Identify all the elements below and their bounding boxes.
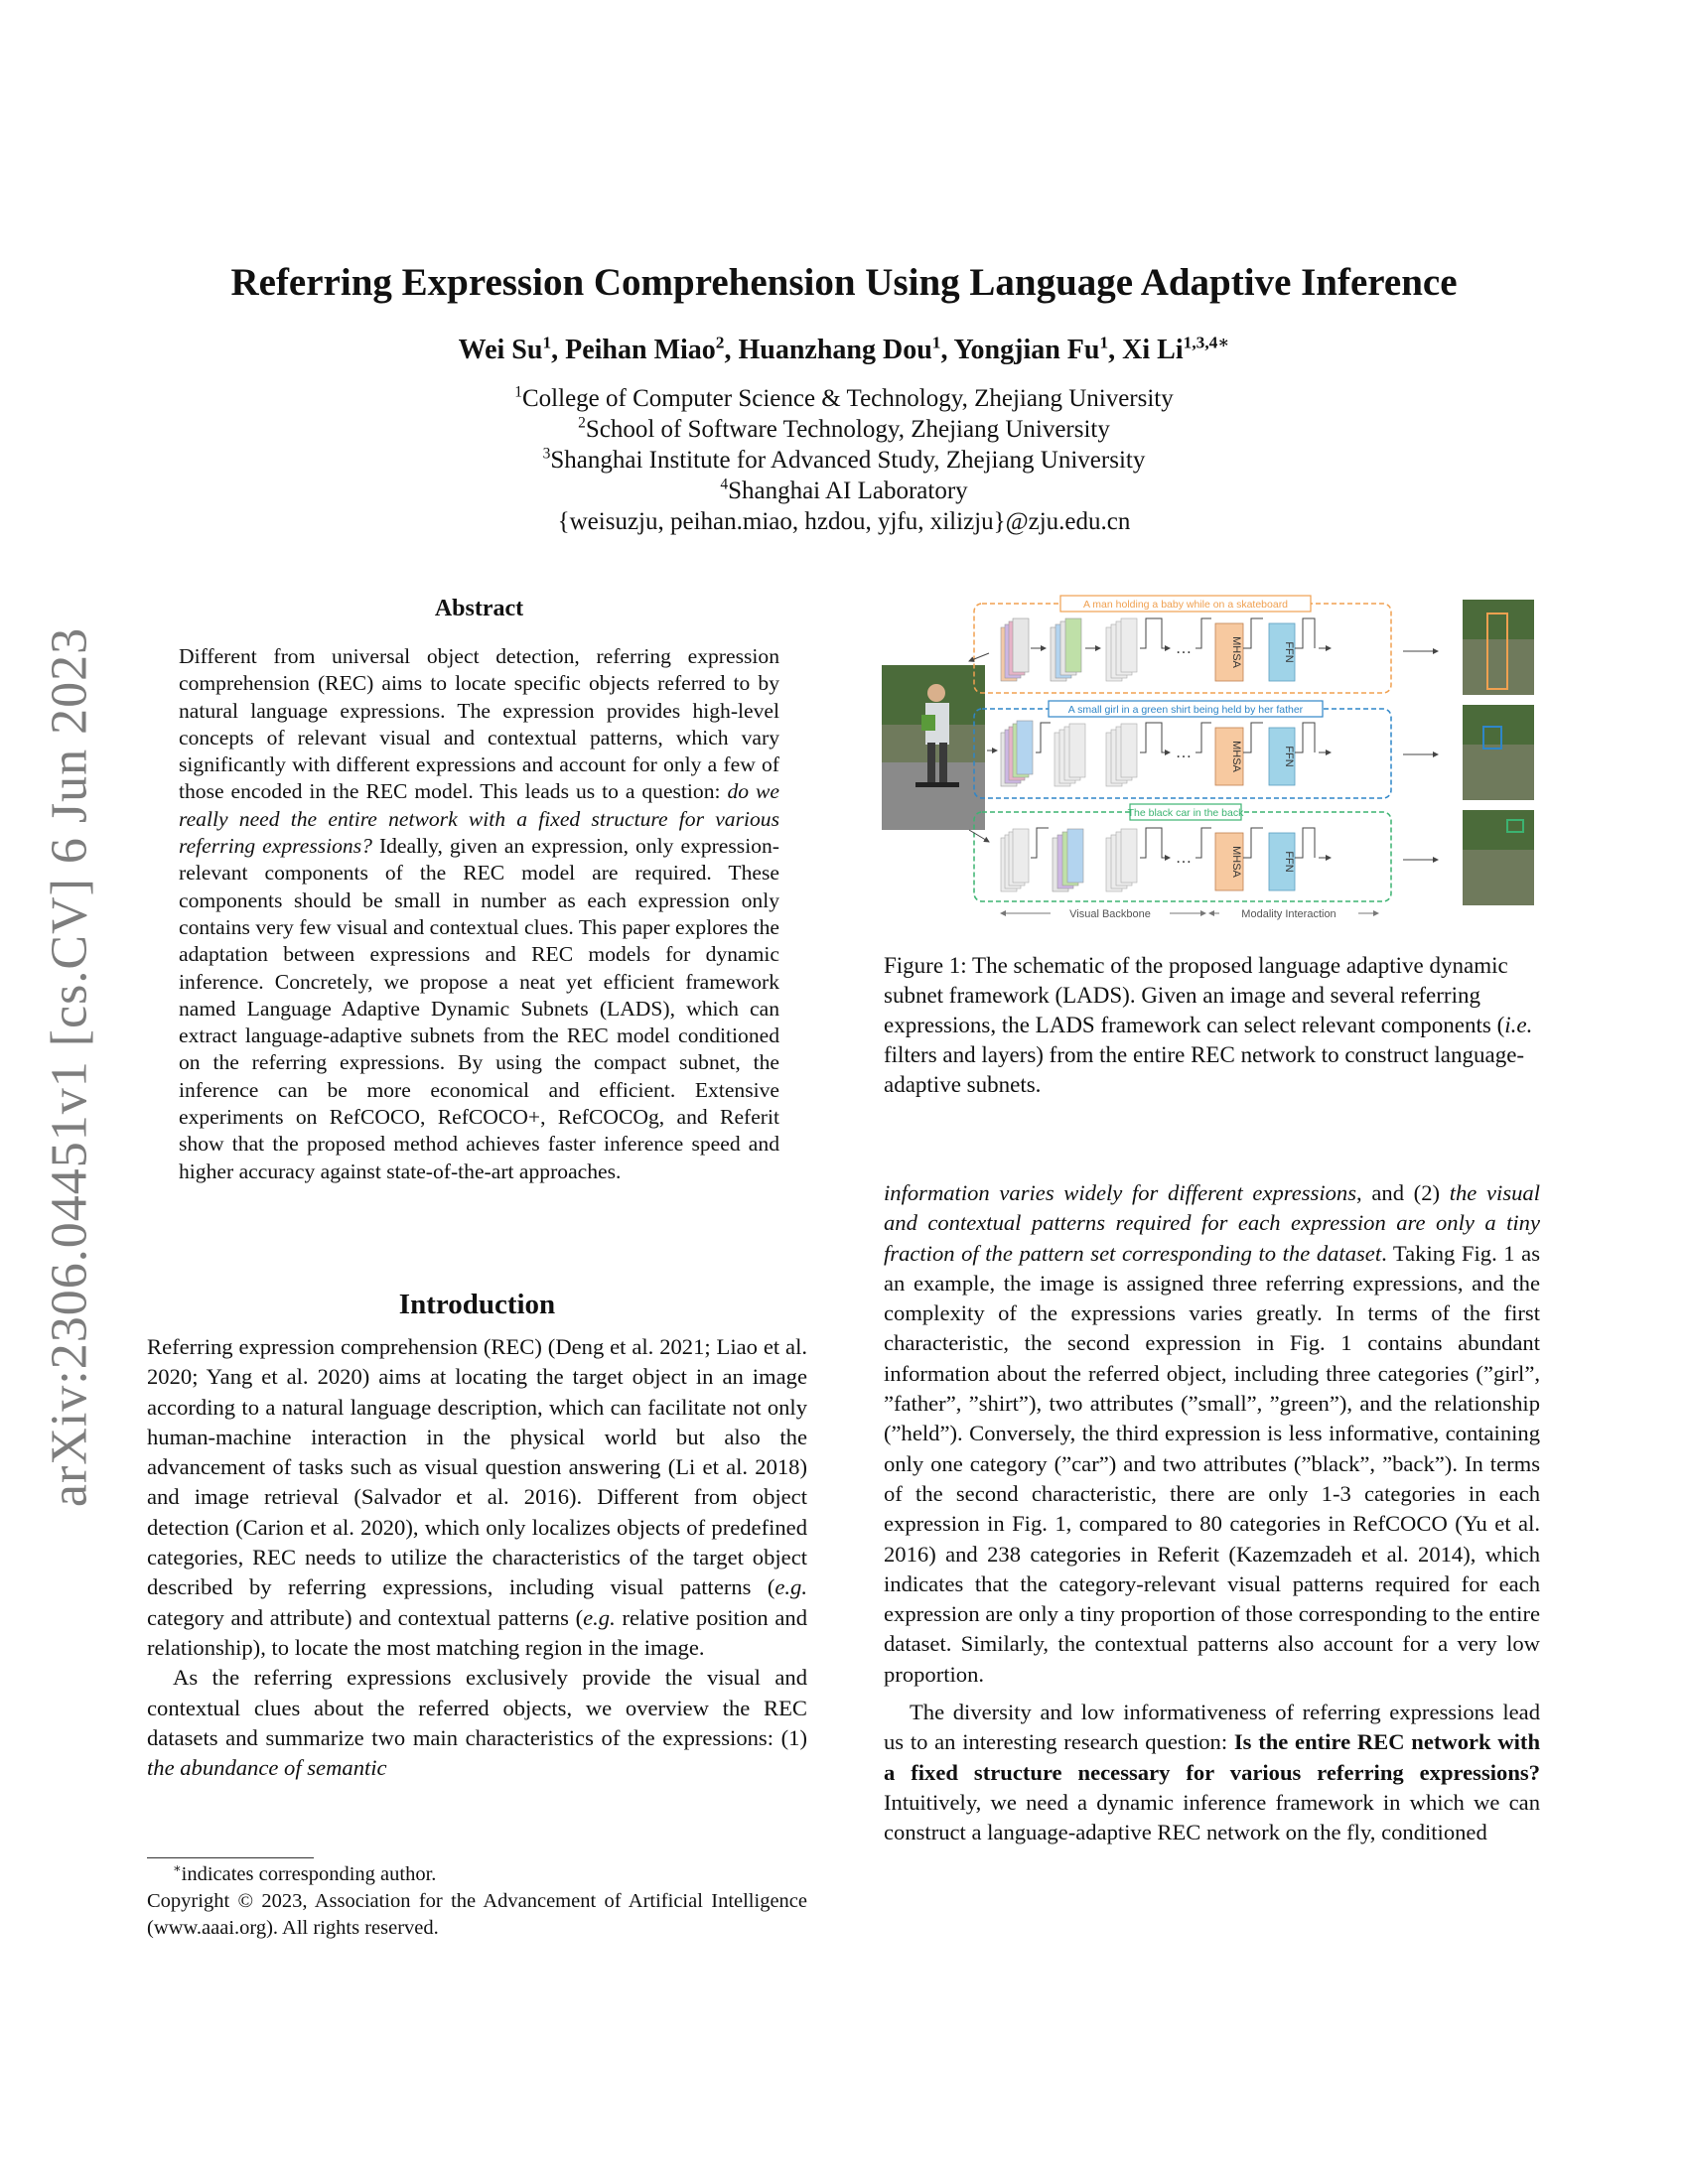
intro-paragraph (147, 1663, 807, 1783)
layer-ellipsis: … (1176, 850, 1192, 867)
conv-filter-stack (1055, 724, 1085, 786)
affiliation-text: College of Computer Science & Technology, Zhejiang University (522, 385, 1174, 412)
output-image-1 (1463, 600, 1534, 695)
paper-title: Referring Expression Comprehension Using Language Adaptive Inference (230, 261, 1458, 304)
abstract-body (179, 643, 779, 1185)
footnote-block (147, 1861, 807, 1942)
affiliation-text: School of Software Technology, Zhejiang University (585, 416, 1110, 443)
intro-text: category and attribute) and contextual patterns ( (147, 1604, 584, 1630)
subnet-row-3 (969, 804, 1391, 901)
figure-1-diagram (882, 594, 1543, 929)
modality-interaction-label: Modality Interaction (1241, 908, 1336, 920)
author-name: Xi Li (1122, 335, 1184, 365)
intro-text: Referring expression comprehension (REC) (Deng et al. 2021; Liao et al. 2020; Yang et al. 2020) aims at locating the target object in an image according to a natural language description, which can facilitate not only human-machine interaction in the physical world but also the advancement of tasks such as visual question answering (Li et al. 2018) and image retrieval (Salvador et al. 2016). Different from object detection (Carion et al. 2020), which only localizes objects of predefined categories, REC needs to utilize the characteristics of the target object described by referring expressions, including visual patterns ( (147, 1334, 807, 1600)
author-affiliation-mark: 2 (715, 333, 725, 352)
right-column-body (884, 1178, 1540, 1848)
conv-filter-stack (1001, 829, 1029, 891)
intro-text: relative position and relationship), to locate the most matching region in the image. (147, 1604, 807, 1660)
caption-text: filters and layers) from the entire REC network to construct language-adaptive subnets. (884, 1042, 1525, 1097)
author-name: Peihan Miao (565, 335, 716, 365)
author-name: Wei Su (458, 335, 543, 365)
footnote-note (147, 1861, 807, 1888)
footnote-rule (147, 1857, 314, 1858)
conv-filter-stack (1106, 618, 1137, 681)
ffn-block-label: FFN (1283, 851, 1295, 873)
arxiv-side-stamp (30, 596, 109, 1539)
expression-label-3: The black car in the back (1127, 807, 1244, 819)
output-image-2 (1463, 705, 1534, 800)
conv-filter-stack (1106, 829, 1137, 891)
conv-filter-stack (1106, 724, 1137, 786)
author-separator: , (940, 335, 954, 365)
layer-ellipsis: … (1176, 745, 1192, 761)
author-separator: , (551, 335, 566, 365)
affiliation-line (0, 445, 1688, 476)
research-question: Is the entire REC network with a fixed structure necessary for various referring expressions? (884, 1729, 1541, 1785)
affiliation-mark: 4 (720, 476, 729, 493)
body-text: Intuitively, we need a dynamic inference framework in which we can construct a language-adaptive REC network on the fly, conditioned (884, 1789, 1540, 1845)
body-emphasis: information varies widely for different expressions (884, 1180, 1357, 1205)
conv-filter-stack (1053, 829, 1083, 891)
author-affiliation-mark: 1 (1099, 333, 1109, 352)
author-list (0, 335, 1688, 366)
caption-label: Figure 1: (884, 953, 973, 978)
caption-text: The schematic of the proposed language adaptive dynamic subnet framework (LADS). Given an image and several referring expressions, the LADS framework can select relevant components ( (884, 953, 1508, 1037)
arxiv-id-text: arXiv:2306.04451v1 [cs.CV] 6 Jun 2023 (41, 626, 98, 1508)
conv-filter-stack (1001, 721, 1033, 786)
body-text: , and (2) (1356, 1180, 1450, 1205)
author-affiliation-mark: 1 (542, 333, 552, 352)
output-image-3 (1463, 810, 1534, 905)
caption-ie: i.e. (1504, 1013, 1533, 1037)
visual-backbone-label: Visual Backbone (1069, 908, 1151, 920)
abstract-paragraph (179, 643, 779, 1185)
abstract-question: do we really need the entire network with a fixed structure for various referring expressions? (179, 779, 779, 859)
expression-label-1: A man holding a baby while on a skateboard (1082, 599, 1289, 611)
author-affiliation-mark: 1,3,4∗ (1183, 333, 1230, 352)
introduction-body (147, 1332, 807, 1783)
ffn-block-label: FFN (1283, 746, 1295, 767)
body-paragraph (884, 1698, 1540, 1847)
author-name: Huanzhang Dou (738, 335, 932, 365)
affiliation-line (0, 414, 1688, 445)
author-affiliation-mark: 1 (931, 333, 941, 352)
footnote-mark: ∗ (173, 1861, 182, 1876)
intro-emphasis: the abundance of semantic (147, 1755, 387, 1781)
affiliation-line (0, 476, 1688, 506)
body-text: The diversity and low informativeness of referring expressions lead us to an interesting research question: (884, 1700, 1540, 1755)
affiliation-mark: 1 (514, 383, 522, 401)
mhsa-block-label: MHSA (1230, 846, 1242, 878)
affiliation-block (0, 383, 1688, 537)
conv-filter-stack (1001, 618, 1029, 681)
abstract-text: Ideally, given an expression, only expression-relevant components of the REC model are required. These components should be small in number as each expression only contains very few visual and contextual clues. This paper explores the adaptation between expressions and REC models for dynamic inference. Concretely, we propose a neat yet efficient framework named Language Adaptive Dynamic Subnets (LADS), which can extract language-adaptive subnets from the REC model conditioned on the referring expressions. By using the compact subnet, the inference can be more economical and efficient. Extensive experiments on RefCOCO, RefCOCO+, RefCOCOg, and Referit show that the proposed method achieves faster inference speed and higher accuracy against state-of-the-art approaches. (179, 834, 779, 1183)
expression-label-2: A small girl in a green shirt being held by her father (1067, 704, 1304, 716)
body-emphasis: the visual and contextual patterns required for each expression are only a tiny fraction of the pattern set corresponding to the dataset (884, 1180, 1540, 1266)
subnet-row-2 (974, 701, 1391, 798)
author-separator: , (1108, 335, 1123, 365)
affiliation-line (0, 383, 1688, 414)
affiliation-mark: 3 (542, 445, 551, 463)
mhsa-block-label: MHSA (1230, 741, 1242, 772)
body-paragraph (884, 1178, 1540, 1690)
conv-filter-stack (1051, 618, 1081, 681)
ffn-block-label: FFN (1283, 641, 1295, 663)
intro-paragraph (147, 1332, 807, 1663)
introduction-heading: Introduction (398, 1289, 556, 1320)
affiliation-text: Shanghai Institute for Advanced Study, Zhejiang University (550, 447, 1146, 474)
abstract-text: Different from universal object detection, referring expression comprehension (REC) aims to locate specific objects referred to by natural language expressions. The expression provides high-level concepts of relevant visual and contextual patterns, which vary significantly with different expressions and account for only a few of those encoded in the REC model. This leads us to a question: (179, 644, 779, 804)
subnet-row-1 (969, 596, 1391, 693)
intro-eg: e.g. (583, 1604, 616, 1630)
copyright-notice: Copyright © 2023, Association for the Advancement of Artificial Intelligence (www.aaai.org). All rights reserved. (147, 1890, 807, 1939)
affiliation-text: Shanghai AI Laboratory (728, 478, 968, 504)
abstract-heading: Abstract (434, 596, 524, 621)
affiliation-mark: 2 (578, 414, 586, 432)
footnote-text: indicates corresponding author. (181, 1863, 437, 1885)
figure-1-caption (884, 951, 1540, 1100)
intro-text: As the referring expressions exclusively provide the visual and contextual clues about the referred objects, we overview the REC datasets and summarize two main characteristics of the expressions: (1) (147, 1665, 807, 1750)
input-image (882, 665, 985, 830)
mhsa-block-label: MHSA (1230, 636, 1242, 668)
intro-eg: e.g. (774, 1574, 807, 1600)
layer-ellipsis: … (1176, 640, 1192, 657)
author-name: Yongjian Fu (953, 335, 1100, 365)
email-line: {weisuzju, peihan.miao, hzdou, yjfu, xilizju}@zju.edu.cn (557, 508, 1131, 535)
body-text: . Taking Fig. 1 as an example, the image is assigned three referring expressions, and the complexity of the expressions varies greatly. In terms of the first characteristic, the second expression in Fig. 1 contains abundant information about the referred object, including three categories (”girl”, ”father”, ”shirt”), two attributes (”small”, ”green”), and the relationship (”held”). Conversely, the third expression is less informative, containing only one category (”car”) and two attributes (”black”, ”back”). In terms of the second characteristic, there are only 1-3 categories in each expression in Fig. 1, compared to 80 categories in RefCOCO (Yu et al. 2016) and 238 categories in Referit (Kazemzadeh et al. 2014), which indicates that the category-relevant visual patterns required for each expression are only a tiny proportion of those corresponding to the entire dataset. Similarly, the contextual patterns also account for a very low proportion. (884, 1240, 1540, 1687)
author-separator: , (724, 335, 739, 365)
